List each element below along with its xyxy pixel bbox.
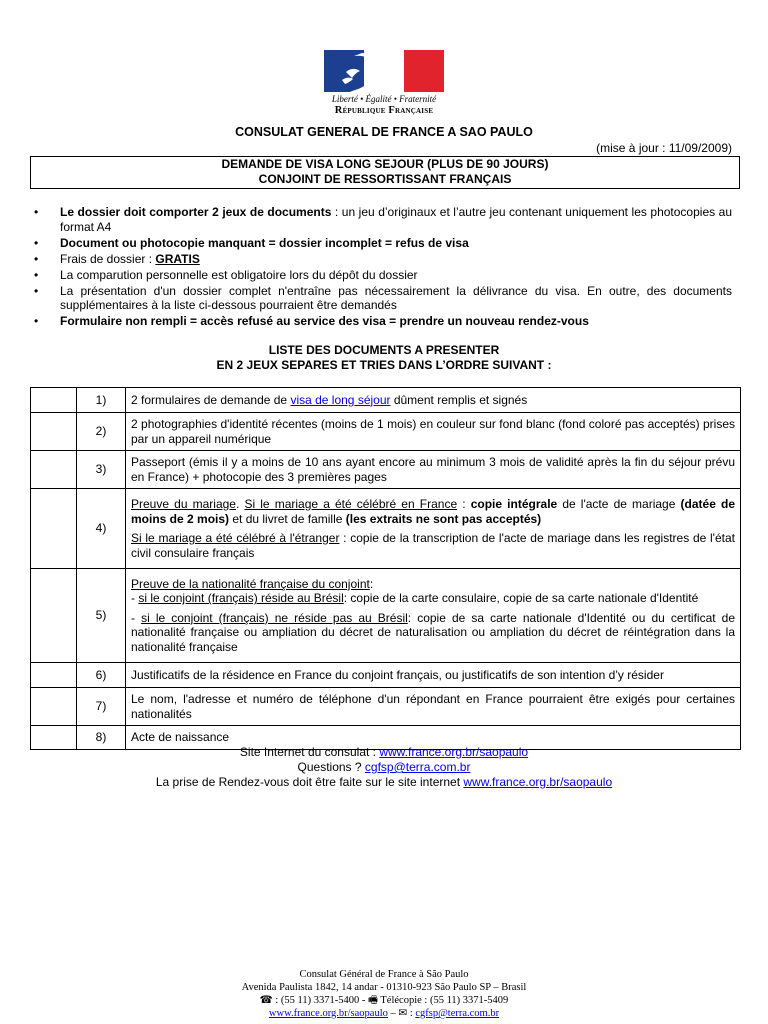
row-number: 8) [77,726,126,750]
row-5-para-1 [131,577,735,606]
row-5-colon: : [369,576,374,591]
row-4-et-livret: et du livret de famille [229,511,346,526]
row-5-preuve: Preuve de la nationalité française du conjoint [131,576,370,591]
footer-telecopie: Télécopie : (55 11) 3371-5409 [380,995,509,1006]
contact-info [0,745,768,790]
bullet-item [30,314,732,329]
marianne-flag-logo [324,50,444,92]
row-text [126,388,741,413]
rdv-label: La prise de Rendez-vous doit être faite sur le site internet [155,775,464,789]
row-4-si-etranger: Si le mariage a été célébré à l'étranger [131,531,340,545]
bullet-item [30,252,732,267]
row-4-para-1 [131,497,735,526]
row-text: Passeport (émis il y a moins de 10 ans ayant encore au minimum 3 mois de validité après la fin du séjour prévu en France) + photocopie des 3 premières pages [126,451,741,489]
motto: Liberté • Égalité • Fraternité [331,94,437,104]
table-row [31,388,741,413]
bullet-item [30,236,732,251]
table-cell-empty [31,413,77,451]
row-number: 1) [77,388,126,413]
bullet-6: Formulaire non rempli = accès refusé au service des visa = prendre un nouveau rendez-vous [60,314,589,328]
consulat-title: CONSULAT GENERAL DE FRANCE A SAO PAULO [235,125,533,139]
bullet-item [30,284,732,313]
row-4-copie-integrale: copie intégrale [470,497,558,511]
row-number: 4) [77,489,126,569]
table-row [31,489,741,569]
list-title [0,343,768,373]
table-row [31,688,741,726]
row-5-reside-rest: : copie de la carte consulaire, copie de sa carte nationale d'Identité [343,591,699,606]
fax-icon: 🖷 [368,995,381,1006]
row-number: 3) [77,451,126,489]
site-line [0,745,768,760]
row-4-colon: : [457,497,471,511]
row-text [126,489,741,569]
row-text: Acte de naissance [126,726,741,750]
row-4-de-acte: de l'acte de mariage [557,497,681,511]
site-label: Site Internet du consulat : [239,745,380,759]
row-1-post: dûment remplis et signés [390,392,528,407]
bullet-3-prefix: Frais de dossier : [60,251,156,266]
row-5-ne-reside-rest: : copie de sa carte nationale d'Identité ou du certificat de nationalité française ou ampliation du décret de naturalisation ou ampliation du décret de réintégration dans la nationalité française [131,610,735,654]
footer-phone: : (55 11) 3371-5400 - [272,995,369,1006]
row-5-si-ne-reside: si le conjoint (français) ne réside pas au Brésil [141,610,408,625]
footer [0,968,768,1020]
footer-line-4 [0,1007,768,1020]
table-cell-empty [31,569,77,663]
title-line-2: CONJOINT DE RESSORTISSANT FRANÇAIS [258,172,512,186]
row-4-preuve: Preuve du mariage [131,497,236,511]
row-5-dash-2: - [131,610,142,625]
instructions-list [30,205,732,330]
email-link[interactable]: cgfsp@terra.com.br [364,760,471,774]
bullet-icon: • [34,283,39,298]
bullet-icon: • [34,314,39,328]
email-icon: ✉ : [398,1008,416,1019]
bullet-icon: • [34,235,39,250]
table-cell-empty [31,388,77,413]
row-5-para-2 [131,611,735,655]
rdv-line [0,775,768,790]
documents-table [30,387,741,750]
rdv-site-link[interactable]: www.france.org.br/saopaulo [463,775,613,789]
table-row [31,663,741,688]
update-date: (mise à jour : 11/09/2009) [596,141,732,155]
phone-icon: ☎ [259,995,273,1006]
table-cell-empty [31,663,77,688]
footer-email-link[interactable]: cgfsp@terra.com.br [415,1008,500,1019]
consulat-site-link[interactable]: www.france.org.br/saopaulo [379,745,529,759]
bullet-icon: • [34,251,39,266]
bullet-5: La présentation d'un dossier complet n'entraîne pas nécessairement la délivrance du visa. En outre, des documents supplémentaires à la liste ci-dessous pourraient être demandés [60,283,732,312]
row-text [126,569,741,663]
row-number: 7) [77,688,126,726]
bullet-1-bold: Le dossier doit comporter 2 jeux de documents [60,205,332,219]
table-cell-empty [31,688,77,726]
row-5-dash-1: - [131,591,139,606]
bullet-4: La comparution personnelle est obligatoire lors du dépôt du dossier [60,267,418,282]
table-row [31,569,741,663]
row-number: 5) [77,569,126,663]
footer-line-3 [0,994,768,1007]
bullet-2: Document ou photocopie manquant = dossier incomplet = refus de visa [60,235,469,250]
list-title-line-1: LISTE DES DOCUMENTS A PRESENTER [268,343,500,357]
bullet-item [30,268,732,283]
bullet-item [30,205,732,234]
footer-sep: – [387,1008,399,1019]
document-title-box [30,156,740,189]
row-4-extraits: (les extraits ne sont pas acceptés) [345,511,542,526]
row-number: 6) [77,663,126,688]
footer-site-link[interactable]: www.france.org.br/saopaulo [268,1008,388,1019]
row-5-si-reside: si le conjoint (français) réside au Brésil [138,591,344,606]
row-number: 2) [77,413,126,451]
row-4-datee: (datée de moins de 2 mois) [131,497,736,526]
row-4-dot: . [235,497,245,511]
bullet-icon: • [34,205,39,219]
row-4-si-france: Si le mariage a été célébré en France [244,497,458,511]
row-1-pre: 2 formulaires de demande de [131,392,291,407]
row-text: Justificatifs de la résidence en France du conjoint français, ou justificatifs de son intention d’y résider [126,663,741,688]
row-text: 2 photographies d'identité récentes (moins de 1 mois) en couleur sur fond blanc (fond coloré pas acceptés) prises par un appareil numérique [126,413,741,451]
bullet-1-rest: : un jeu d’originaux et l’autre jeu contenant uniquement les photocopies au format A4 [60,205,732,234]
row-text: Le nom, l'adresse et numéro de téléphone d'un répondant en France pourraient être exigés pour certaines nationalités [126,688,741,726]
table-row [31,413,741,451]
list-title-line-2: EN 2 JEUX SEPARES ET TRIES DANS L’ORDRE SUIVANT : [216,358,552,372]
table-cell-empty [31,489,77,569]
table-row [31,451,741,489]
row-4-para-2 [131,531,735,560]
footer-line-1: Consulat Général de France à São Paulo [299,969,469,980]
republique-francaise-label: République Française [334,105,434,116]
visa-long-sejour-link[interactable]: visa de long séjour [290,392,391,407]
footer-line-2: Avenida Paulista 1842, 14 andar - 01310-923 São Paulo SP – Brasil [241,982,527,993]
bullet-3-gratis: GRATIS [155,251,200,266]
bullet-icon: • [34,267,39,282]
row-4-etranger-rest: : copie de la transcription de l'acte de mariage dans les registres de l'état civil consulaire français [131,531,735,560]
title-line-1: DEMANDE DE VISA LONG SEJOUR (PLUS DE 90 JOURS) [221,157,549,171]
questions-label: Questions ? [297,760,365,774]
questions-line [0,760,768,775]
republique-francaise-logo [323,50,445,116]
table-cell-empty [31,451,77,489]
